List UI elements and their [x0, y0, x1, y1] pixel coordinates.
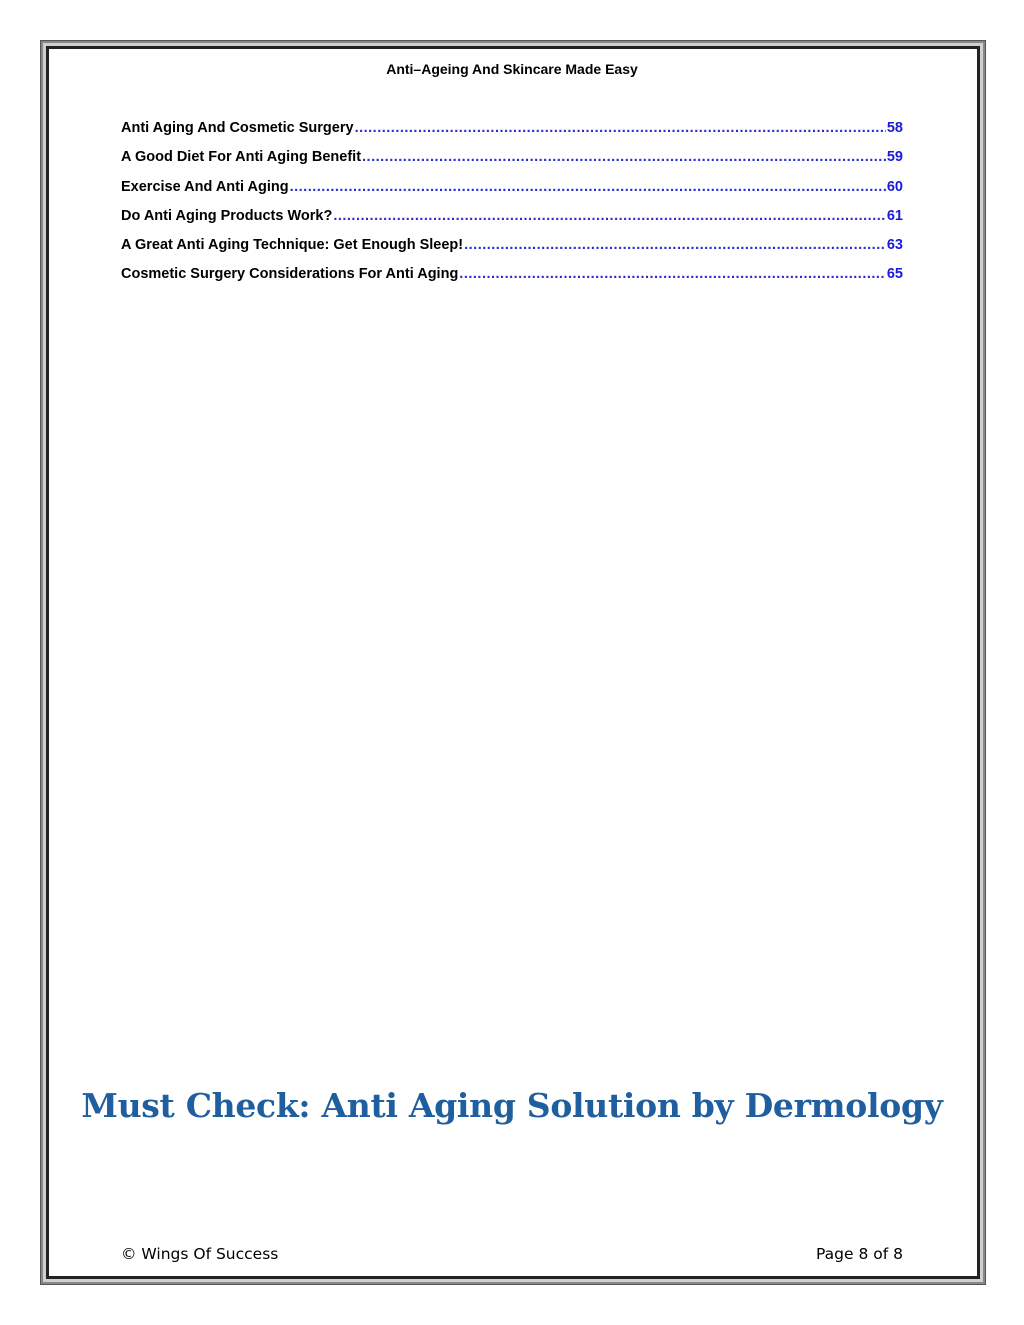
toc-entry-good-diet[interactable] — [121, 149, 903, 178]
toc-entry-anti-aging-cosmetic-surgery[interactable] — [121, 120, 903, 149]
toc-entry-page-number: 60 — [886, 178, 903, 195]
footer-copyright: © Wings Of Success — [121, 1245, 279, 1263]
toc-entry-label: A Good Diet For Anti Aging Benefit — [121, 149, 362, 166]
toc-dot-leader — [355, 120, 886, 136]
toc-dot-leader — [290, 179, 886, 195]
toc-entry-surgery-considerations[interactable] — [121, 266, 903, 295]
toc-entry-page-number: 58 — [886, 120, 903, 136]
toc-entry-label: Anti Aging And Cosmetic Surgery — [121, 120, 354, 136]
toc-entry-page-number: 59 — [886, 149, 903, 166]
toc-dot-leader — [464, 237, 886, 253]
toc-dot-leader — [333, 208, 886, 224]
toc-entry-products-work[interactable] — [121, 208, 903, 237]
toc-entry-label: Exercise And Anti Aging — [121, 178, 289, 195]
footer-page-indicator: Page 8 of 8 — [816, 1245, 903, 1263]
toc-entry-label: A Great Anti Aging Technique: Get Enough Sleep! — [121, 237, 464, 254]
toc-entry-label: Do Anti Aging Products Work? — [121, 207, 333, 224]
toc-entry-page-number: 63 — [886, 237, 903, 254]
table-of-contents — [121, 120, 903, 296]
toc-entry-enough-sleep[interactable] — [121, 237, 903, 266]
toc-dot-leader — [459, 266, 886, 282]
promo-link[interactable]: Must Check: Anti Aging Solution by Dermology — [81, 1086, 943, 1125]
toc-entry-page-number: 65 — [886, 266, 903, 283]
toc-entry-label: Cosmetic Surgery Considerations For Anti Aging — [121, 266, 459, 283]
toc-entry-page-number: 61 — [886, 207, 903, 224]
toc-dot-leader — [362, 149, 886, 165]
document-header-title: Anti–Ageing And Skincare Made Easy — [386, 61, 638, 77]
toc-entry-exercise[interactable] — [121, 179, 903, 208]
